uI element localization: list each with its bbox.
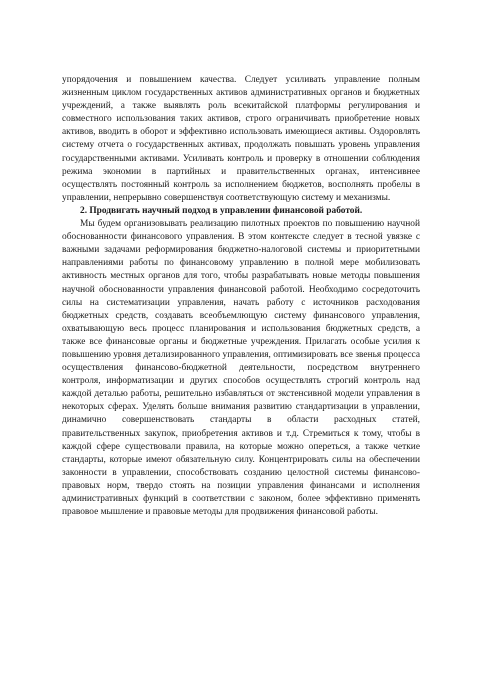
main-paragraph: Мы будем организовывать реализацию пилотных проектов по повышению научной обоснованности финансового управления. В этом контексте следует в тесной увязке с важными задачами реформирования бюджетно-налоговой системы и приоритетными направлениями работы по финансовому управлению в полной мере мобилизовать активность местных органов для того, чтобы разрабатывать новые методы повышения научной обоснованности управления финансовой работой. Необходимо сосредоточить силы на систематизации управления, начать работу с источников расходования бюджетных средств, создавать всеобъемлющую систему финансового управления, охватывающую весь процесс планирования и использования бюджетных средств, а также все финансовые органы и бюджетные учреждения. Прилагать особые усилия к повышению уровня детализированного управления, оптимизировать все звенья процесса осуществления финансово-бюджетной деятельности, посредством внутреннего контроля, информатизации и других способов осуществлять строгий контроль над каждой деталью работы, решительно избавляться от экстенсивной модели управления в некоторых сферах. Уделять больше внимания развитию стандартизации в управлении, динамично совершенствовать стандарты в области расходных статей, правительственных закупок, приобретения активов и т.д. Стремиться к тому, чтобы в каждой сфере существовали правила, на которые можно опереться, а также четкие стандарты, которые имеют обязательную силу. Концентрировать силы на обеспечении законности в управлении, способствовать созданию целостной системы финансово-правовых норм, твердо стоять на позиции управления финансами и исполнения административных функций в соответствии с законом, более эффективно применять правовое мышление и правовые методы для продвижения финансовой работы. (62, 219, 420, 518)
continuation-paragraph: упорядочения и повышением качества. Следует усиливать управление полным жизненным циклом государственных активов административных органов и бюджетных учреждений, а также выявлять роль всекитайской платформы регулирования и совместного использования таких активов, строго ограничивать приобретение новых активов, вводить в оборот и эффективно использовать имеющиеся активы. Оздоровлять систему отчета о государственных активах, продолжать повышать уровень управления государственными активами. Усиливать контроль и проверку в отношении соблюдения режима экономии в партийных и правительственных органах, интенсивнее осуществлять постоянный контроль за исполнением бюджетов, восполнять пробелы в управлении, непрерывно совершенствуя соответствующую систему и механизмы. (62, 75, 420, 203)
document-body (62, 74, 420, 519)
section-heading: 2. Продвигать научный подход в управлении финансовой работой. (80, 205, 363, 216)
